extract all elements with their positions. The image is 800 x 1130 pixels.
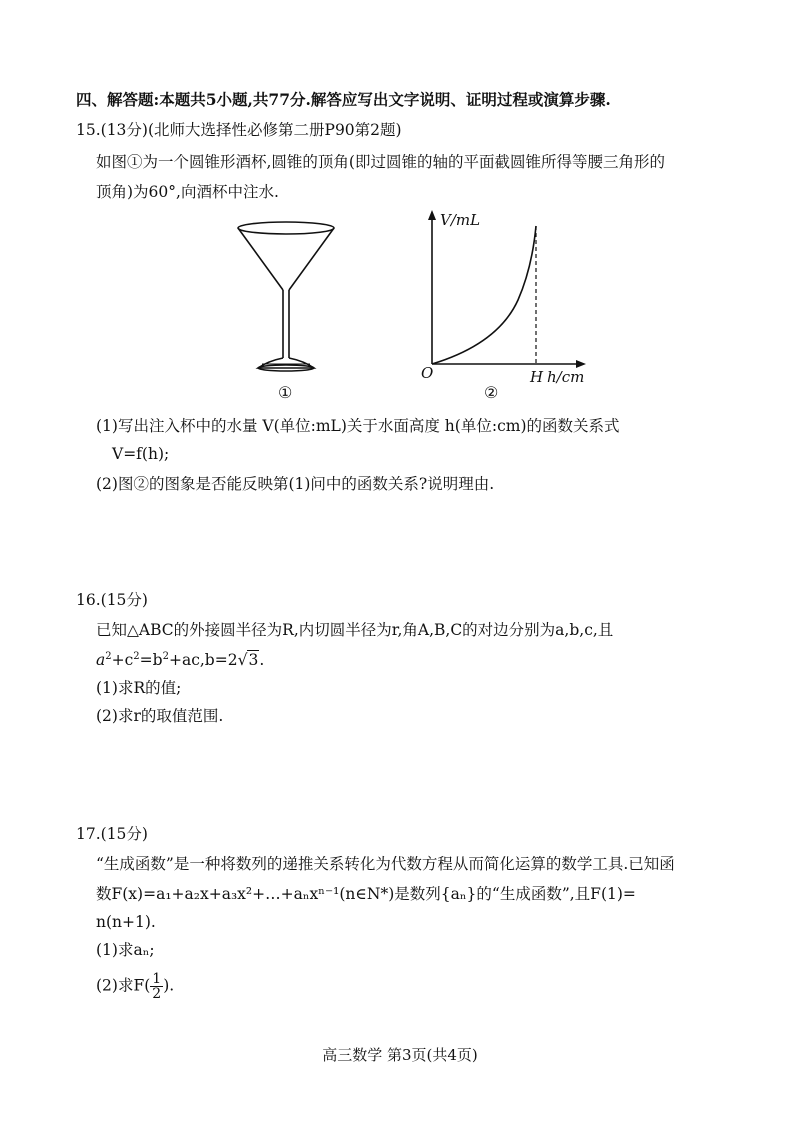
glass-cone <box>238 228 334 290</box>
q17-part2: (2)求F( $\frac{1}{2}$ ). <box>96 971 175 1002</box>
figure2-label: ② <box>484 383 499 402</box>
q17-stem-line2: 数F(x)=a₁+a₂x+a₃x²+…+aₙxⁿ⁻¹(n∈N*)是数列{aₙ}的“生成函数”,且F(1)= <box>96 885 636 903</box>
figure-wine-glass <box>228 218 348 378</box>
glass-rim <box>238 222 334 234</box>
q17-stem-line3: n(n+1). <box>96 913 156 931</box>
q15-part1-line2: V=f(h); <box>112 445 170 463</box>
figure1-label: ① <box>278 383 293 402</box>
q15-stem-line2: 顶角)为60°,向酒杯中注水. <box>96 183 279 201</box>
graph-H-label: H <box>530 368 544 386</box>
volume-curve <box>432 226 536 364</box>
q15-stem-line1: 如图①为一个圆锥形酒杯,圆锥的顶角(即过圆锥的轴的平面截圆锥所得等腰三角形的 <box>96 153 665 171</box>
q15-part1-line1: (1)写出注入杯中的水量 V(单位:mL)关于水面高度 h(单位:cm)的函数关系式 <box>96 417 620 435</box>
x-axis-arrow <box>576 360 586 368</box>
q17-stem-line1: “生成函数”是一种将数列的递推关系转化为代数方程从而简化运算的数学工具.已知函 <box>96 855 675 873</box>
q16-stem-line2: $a^2+c^2=b^2+ac,b=2√3$. <box>96 651 265 669</box>
graph-x-axis-label: h/cm <box>547 368 585 386</box>
q15-part2: (2)图②的图象是否能反映第(1)问中的函数关系?说明理由. <box>96 475 495 493</box>
q16-part2: (2)求r的取值范围. <box>96 707 224 725</box>
fraction-one-half: $\frac{1}{2}$ <box>152 971 162 1002</box>
q17-part1: (1)求aₙ; <box>96 941 155 959</box>
q16-part1: (1)求R的值; <box>96 679 182 697</box>
q17-number: 17.(15分) <box>76 825 148 843</box>
section-heading: 四、解答题:本题共5小题,共77分.解答应写出文字说明、证明过程或演算步骤. <box>76 90 611 109</box>
y-axis-arrow <box>428 210 436 220</box>
graph-y-axis-label: V/mL <box>440 211 481 229</box>
page-footer: 高三数学 第3页(共4页) <box>322 1046 478 1064</box>
q16-number: 16.(15分) <box>76 591 148 609</box>
figure-volume-graph <box>420 206 590 376</box>
glass-stem <box>283 290 289 358</box>
q16-stem-line1: 已知△ABC的外接圆半径为R,内切圆半径为r,角A,B,C的对边分别为a,b,c,且 <box>96 621 614 639</box>
graph-origin-label: O <box>421 364 434 382</box>
q15-number: 15.(13分)(北师大选择性必修第二册P90第2题) <box>76 121 402 139</box>
